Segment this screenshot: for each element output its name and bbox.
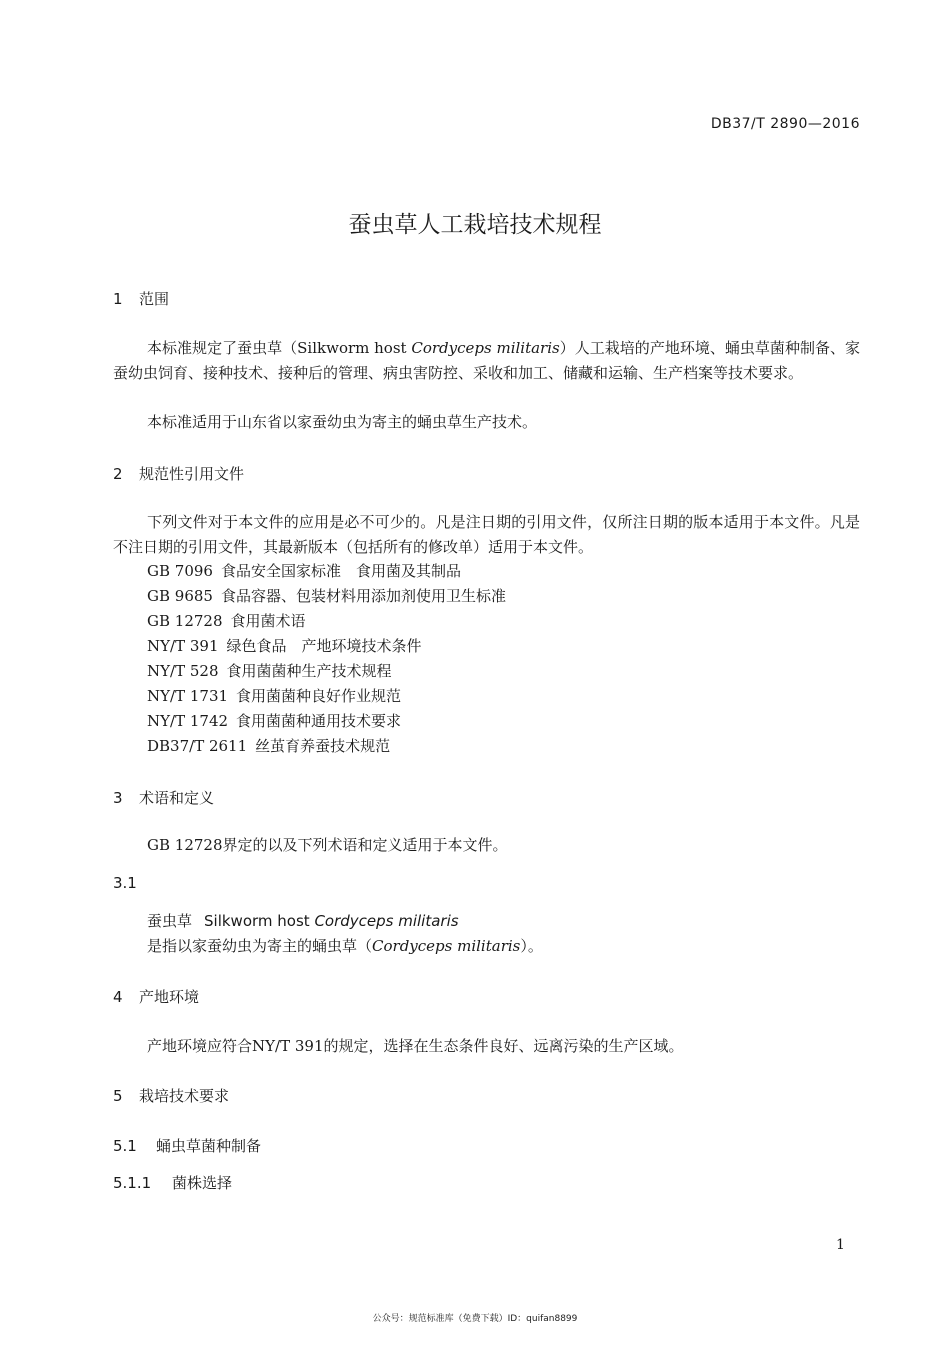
- subsection-3-1-number: 3.1: [113, 874, 137, 892]
- latin-name: Cordyceps militaris: [411, 339, 560, 357]
- section-number: 5.1.1: [113, 1174, 152, 1192]
- section-1-paragraph-1: [113, 336, 860, 386]
- section-number: 4: [113, 988, 123, 1006]
- text-run: 本标准适用于山东省以家蚕幼虫为寄主的蛹虫草生产技术。: [147, 413, 538, 431]
- section-title: 蛹虫草菌种制备: [156, 1137, 262, 1155]
- section-3-heading: [113, 787, 214, 808]
- reference-item: [147, 660, 392, 681]
- section-3-intro: GB 12728界定的以及下列术语和定义适用于本文件。: [147, 836, 508, 854]
- reference-code: GB 9685: [147, 587, 213, 605]
- section-4-heading: [113, 986, 199, 1007]
- text-run: 是指以家蚕幼虫为寄主的蛹虫草（: [147, 937, 373, 955]
- term-entry: [147, 910, 459, 931]
- text-run: ）。: [520, 937, 543, 955]
- section-number: 5.1: [113, 1137, 137, 1155]
- standard-code: DB37/T 2890—2016: [710, 116, 860, 132]
- reference-code: NY/T 1731: [147, 687, 229, 705]
- reference-title: 食用菌菌种良好作业规范: [236, 687, 402, 705]
- section-1-heading: [113, 288, 169, 309]
- section-number: 3: [113, 789, 123, 807]
- reference-item: [147, 710, 401, 731]
- reference-title: 食用菌菌种通用技术要求: [236, 712, 402, 730]
- page-number: 1: [836, 1237, 845, 1253]
- section-title: 范围: [139, 290, 170, 308]
- subsection-5-1-heading: [113, 1135, 261, 1156]
- term-definition: [147, 935, 543, 956]
- section-number: 2: [113, 465, 123, 483]
- reference-code: GB 12728: [147, 612, 223, 630]
- text-run: 本标准规定了蚕虫草（Silkworm host: [147, 339, 412, 357]
- footer-note: 公众号：规范标准库（免费下载）ID：quifan8899: [372, 1314, 578, 1324]
- reference-title: 食用菌菌种生产技术规程: [226, 662, 392, 680]
- section-1-paragraph-2: [113, 410, 860, 435]
- term-chinese: 蚕虫草: [147, 912, 193, 930]
- section-title: 规范性引用文件: [139, 465, 245, 483]
- section-5-heading: [113, 1085, 229, 1106]
- reference-title: 食品安全国家标准 食用菌及其制品: [220, 562, 461, 580]
- document-title: 蚕虫草人工栽培技术规程: [348, 212, 602, 238]
- section-2-heading: [113, 463, 244, 484]
- term-english: Silkworm host: [204, 912, 315, 930]
- reference-item: [147, 560, 461, 581]
- section-title: 菌株选择: [172, 1174, 233, 1192]
- term-latin: Cordyceps militaris: [314, 912, 459, 930]
- reference-item: [147, 635, 422, 656]
- section-title: 产地环境: [139, 988, 200, 1006]
- section-title: 栽培技术要求: [139, 1087, 230, 1105]
- reference-code: DB37/T 2611: [147, 737, 248, 755]
- section-number: 1: [113, 290, 123, 308]
- reference-title: 绿色食品 产地环境技术条件: [226, 637, 422, 655]
- reference-code: NY/T 391: [147, 637, 219, 655]
- reference-code: NY/T 1742: [147, 712, 229, 730]
- latin-name: Cordyceps militaris: [372, 937, 521, 955]
- reference-item: [147, 735, 390, 756]
- reference-item: [147, 685, 401, 706]
- reference-code: GB 7096: [147, 562, 213, 580]
- text-run: 下列文件对于本文件的应用是必不可少的。凡是注日期的引用文件，仅所注日期的版本适用于本文件。凡是不注日期的引用文件，其最新版本（包括所有的修改单）适用于本文件。: [113, 513, 860, 556]
- reference-title: 食品容器、包装材料用添加剂使用卫生标准: [220, 587, 506, 605]
- reference-item: [147, 610, 306, 631]
- section-title: 术语和定义: [139, 789, 215, 807]
- section-4-paragraph: 产地环境应符合NY/T 391的规定，选择在生态条件良好、远离污染的生产区域。: [147, 1037, 684, 1055]
- section-number: 5: [113, 1087, 123, 1105]
- reference-item: [147, 585, 506, 606]
- subsection-5-1-1-heading: [113, 1172, 232, 1193]
- reference-title: 丝茧育养蚕技术规范: [255, 737, 391, 755]
- reference-title: 食用菌术语: [230, 612, 306, 630]
- text-run: ）人工栽培的产地环境、蛹虫草菌种制备、家蚕幼虫饲育、接种技术、接种后的管理、病虫害防控、采收和加工、储藏和运输、生产档案等技术要求。: [113, 339, 860, 382]
- section-2-intro: [113, 510, 860, 560]
- reference-code: NY/T 528: [147, 662, 219, 680]
